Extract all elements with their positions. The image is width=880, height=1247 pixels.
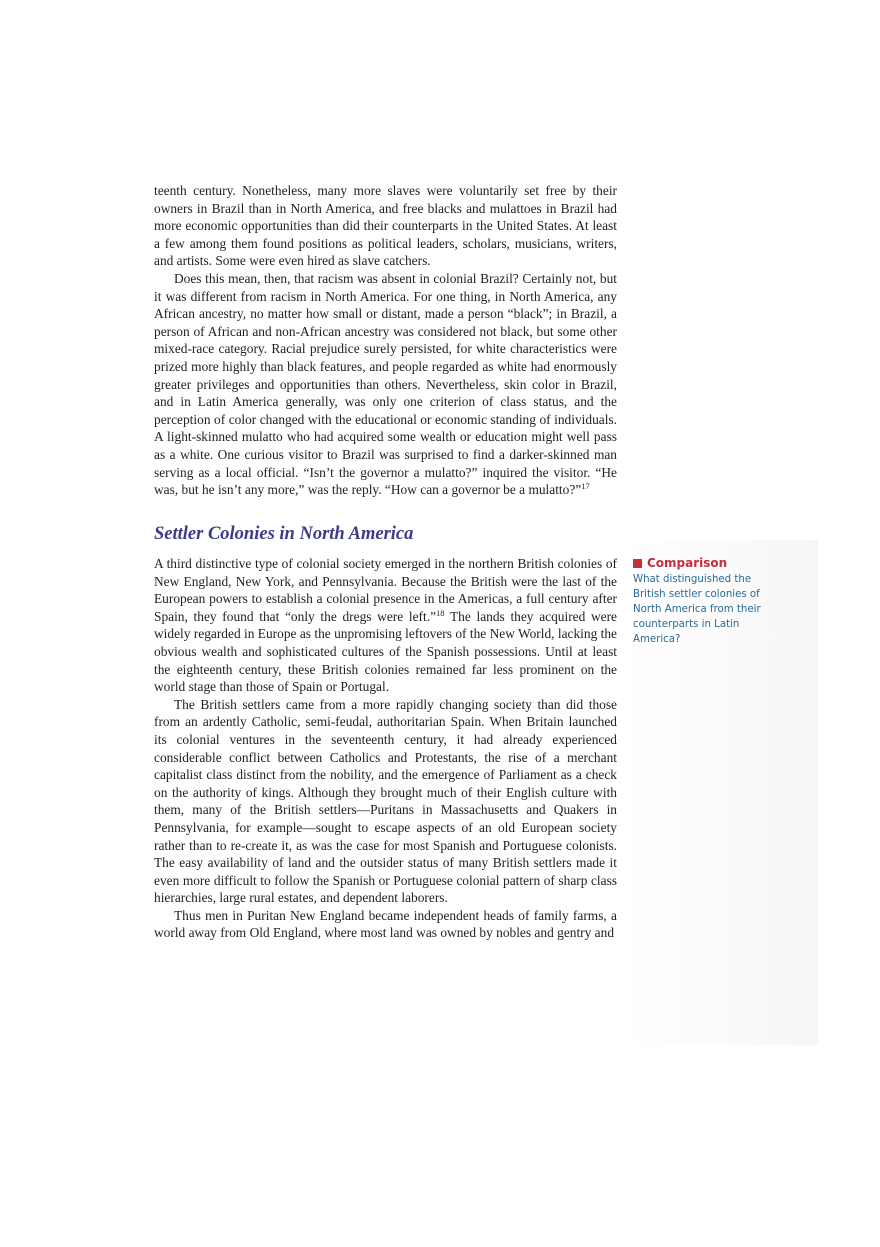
body-text-top [154,182,617,499]
endnote-marker: 18 [436,607,445,618]
paragraph-text: A third distinctive type of colonial society emerged in the northern British colonies of New England, New York, and Pennsylvania. Because the British were the last of the European powers to establish a colonial presence in the Americas, a full century after Spain, they found that “only the dregs were left.” [154,556,617,624]
paragraph-text: teenth century. Nonetheless, many more slaves were voluntarily set free by their owners in Brazil than in North America, and free blacks and mulattoes in Brazil had more economic opportunities than did their counterparts in the United States. At least a few among them found positions as political leaders, scholars, musicians, writers, and artists. Some were even hired as slave catchers. [154,183,617,269]
paragraph [154,555,617,696]
margin-note-question: What distinguished the British settler colonies of North America from their counterparts in Latin America? [633,574,761,645]
paragraph-text: Does this mean, then, that racism was absent in colonial Brazil? Certainly not, but it was different from racism in North America. For one thing, in North America, any African ancestry, no matter how small or distant, made a person “black”; in Brazil, a person of African and non-African ancestry was considered not black, but some other mixed-race category. Racial prejudice surely persisted, for white characteristics were prized more highly than black features, and people regarded as white had enormously greater privileges and opportunities than others. Nevertheless, skin color in Brazil, and in Latin America generally, was only one criterion of class status, and the perception of color changed with the educational or economic standing of individuals. A light-skinned mulatto who had acquired some wealth or education might well pass as a white. One curious visitor to Brazil was surprised to find a darker-skinned man serving as a local official. “Isn’t the governor a mulatto?” inquired the visitor. “He was, but he isn’t any more,” was the reply. “How can a governor be a mulatto?” [154,270,617,498]
endnote-marker: 17 [581,481,590,492]
body-text-bottom [154,555,617,942]
paragraph [154,907,617,942]
paragraph-text: Thus men in Puritan New England became independent heads of family farms, a world away from Old England, where most land was owned by nobles and gentry and [154,907,617,941]
paragraph [154,182,617,270]
section-heading: Settler Colonies in North America [154,524,414,544]
margin-note-label [633,555,761,571]
paragraph-text: The lands they acquired were widely regarded in Europe as the unpromising leftovers of the New World, lacking the obvious wealth and sophisticated cultures of the Spanish possessions. Until at least the eighteenth century, these British colonies remained far less prominent on the world stage than those of Spain or Portugal. [154,608,617,695]
paragraph [154,270,617,499]
paragraph-text: The British settlers came from a more rapidly changing society than did those from an ardently Catholic, semi-feudal, authoritarian Spain. When Britain launched its colonial ventures in the seventeenth century, it had already experienced considerable conflict between Catholics and Protestants, the rise of a merchant capitalist class distinct from the nobility, and the emergence of Parliament as a check on the authority of kings. Although they brought much of their English culture with them, many of the British settlers—Puritans in Massachusetts and Quakers in Pennsylvania, for example—sought to escape aspects of an old European society rather than to re-create it, as was the case for most Spanish and Portuguese colonists. The easy availability of land and the outsider status of many British settlers made it even more difficult to follow the Spanish or Portuguese colonial pattern of sharp class hierarchies, large rural estates, and dependent laborers. [154,696,617,906]
margin-note-label-text: Comparison [647,556,728,570]
paragraph [154,696,617,907]
square-icon [633,559,642,568]
margin-note [633,555,761,647]
